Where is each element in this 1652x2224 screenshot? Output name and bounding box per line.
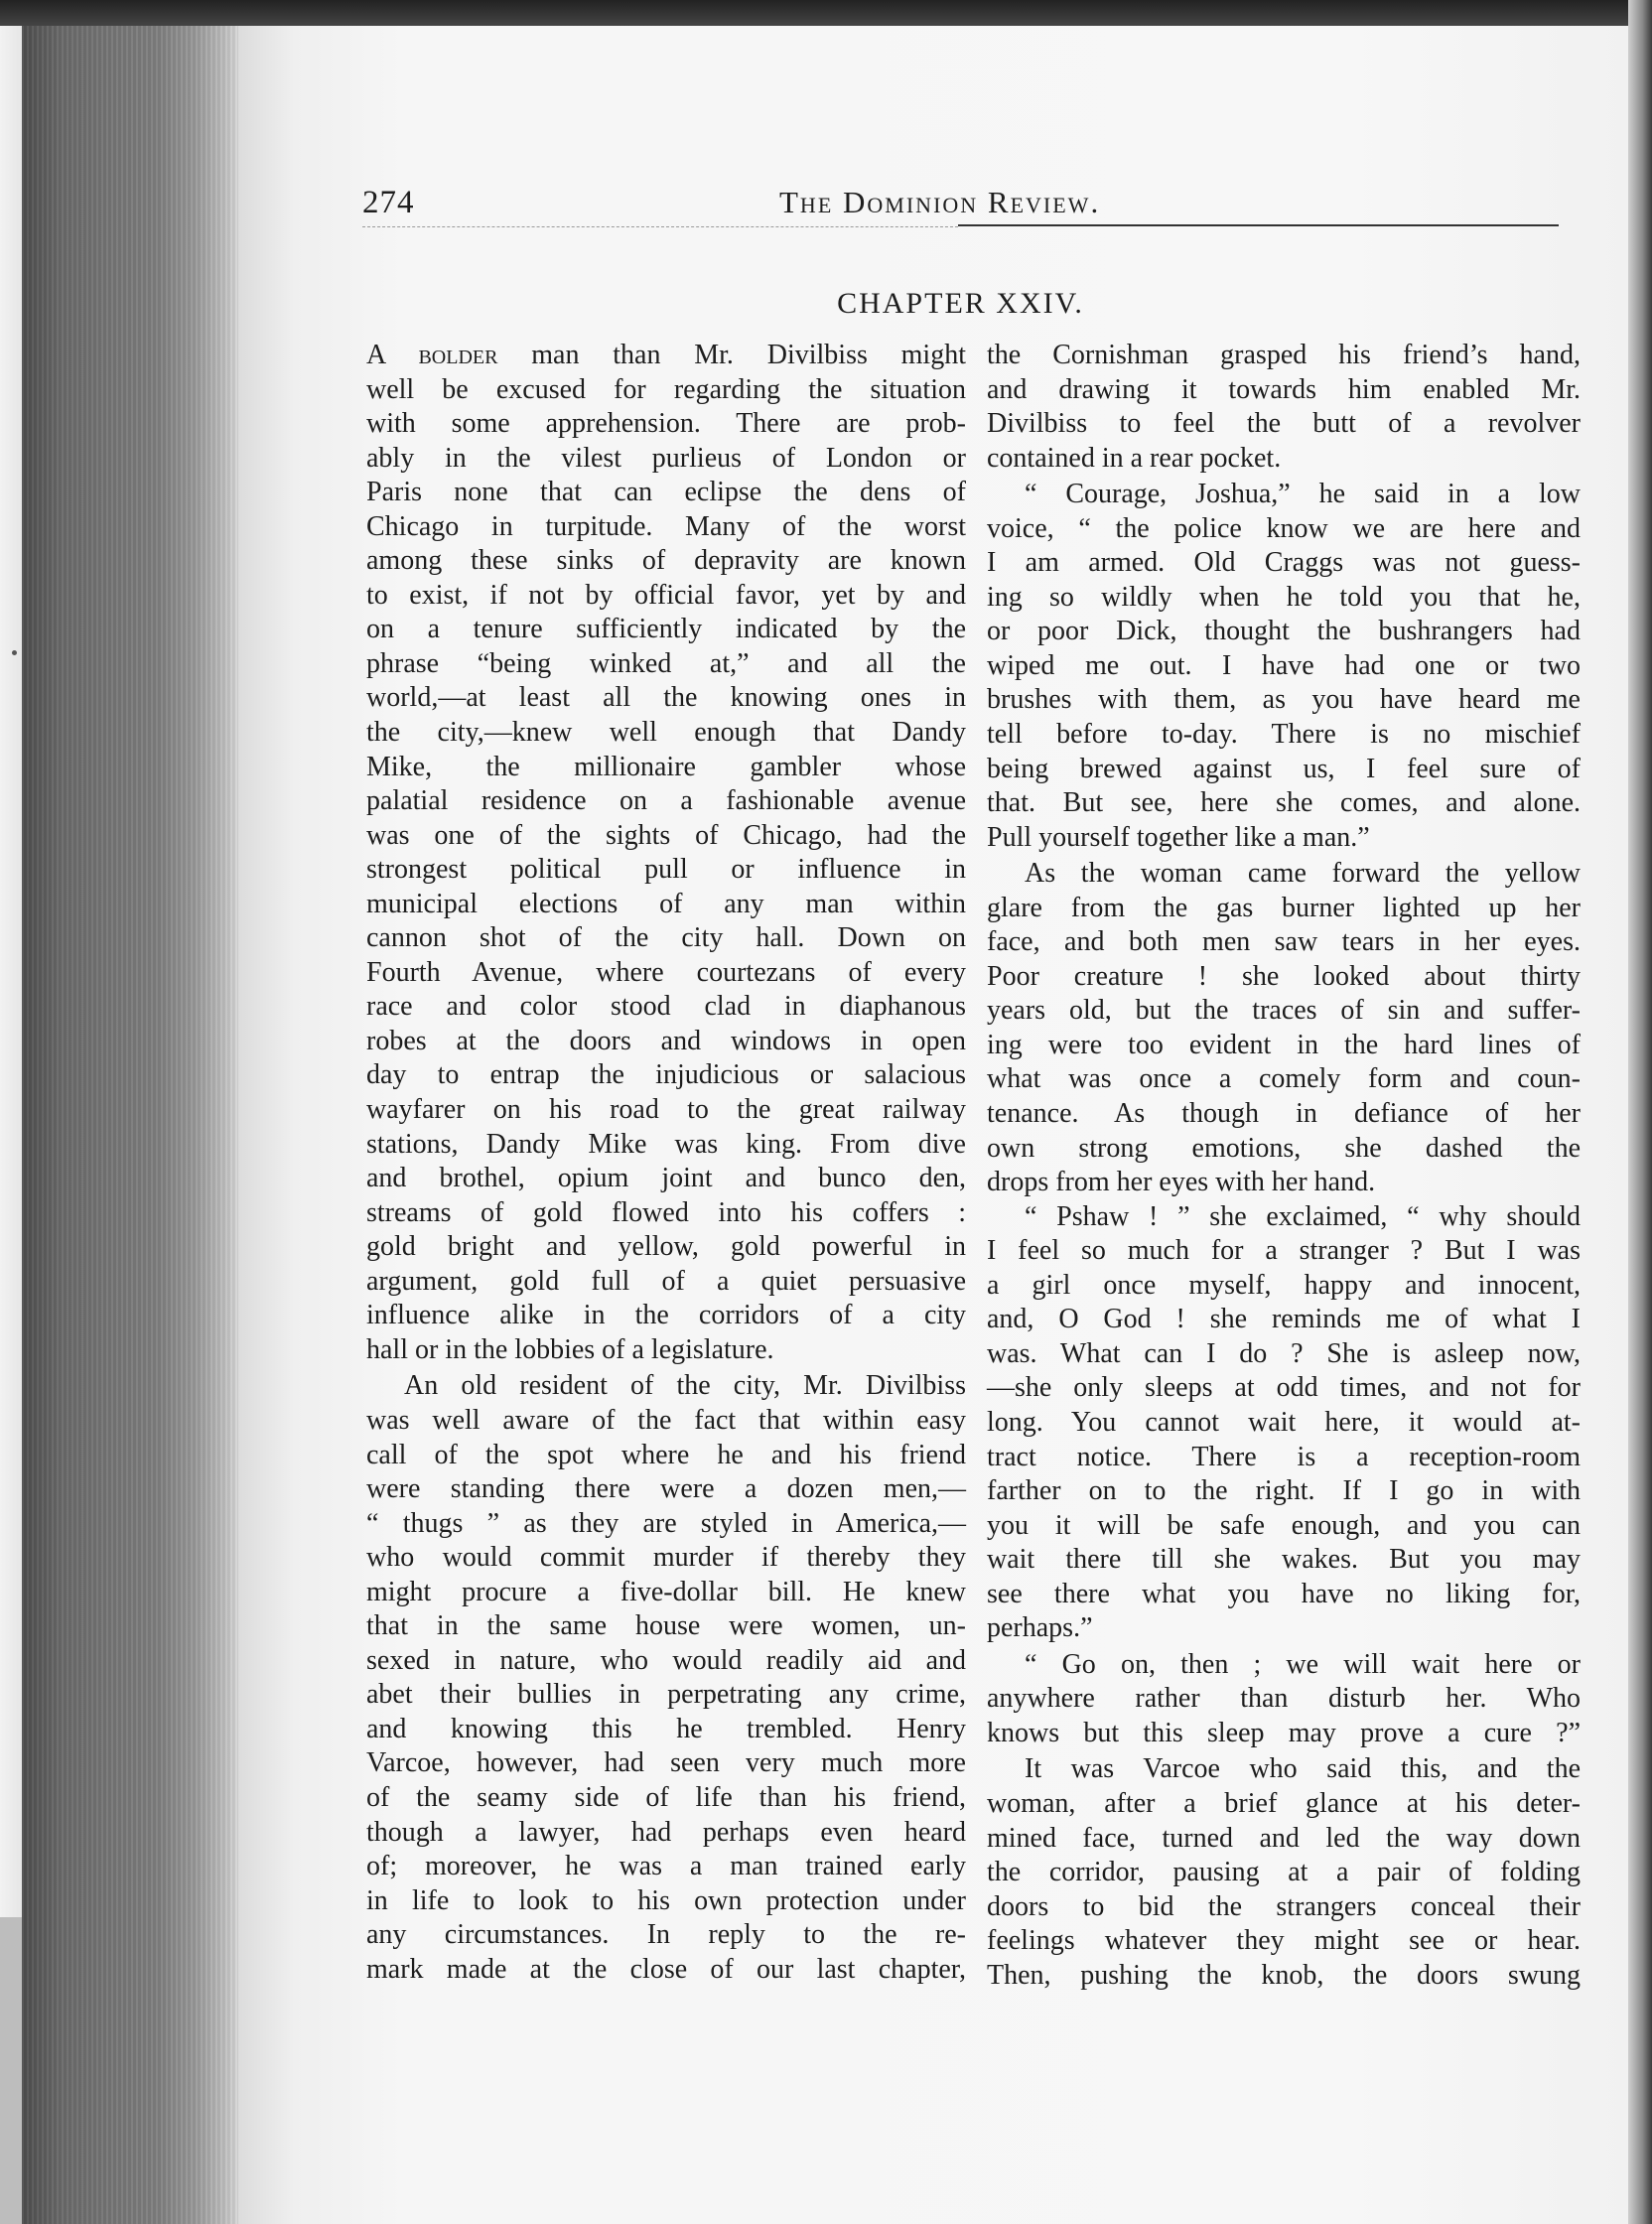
text-line: glare from the gas burner lighted up her [987,892,1581,923]
text-line: “ Courage, Joshua,” he said in a low [1025,479,1581,510]
text-line [366,339,966,373]
text-line: and brothel, opium joint and bunco den, [366,1163,966,1194]
text-line: you it will be safe enough, and you can [987,1509,1581,1541]
text-line: ing were too evident in the hard lines of [987,1029,1581,1060]
text-line: As the woman came forward the yellow [1025,858,1581,890]
left-column [366,339,966,1987]
text-line: influence alike in the corridors of a city [366,1300,966,1331]
chapter-title: CHAPTER XXIV. [837,287,1084,320]
scan-right-edge [1628,0,1652,2224]
text-line: though a lawyer, had perhaps even heard [366,1816,966,1848]
text-line: any circumstances. In reply to the re- [366,1919,966,1951]
right-paragraph-1 [987,339,1581,476]
text-line: ing so wildly when he told you that he, [987,581,1581,613]
text-line: Divilbiss to feel the butt of a revolver [987,408,1581,440]
text-line: gold bright and yellow, gold powerful in [366,1231,966,1263]
text-line: voice, “ the police know we are here and [987,512,1581,544]
right-paragraph-3 [987,857,1581,1199]
text-line: ably in the vilest purlieus of London or [366,442,966,474]
text-line: Fourth Avenue, where courtezans of every [366,956,966,988]
text-line: robes at the doors and windows in open [366,1025,966,1056]
text-line: was one of the sights of Chicago, had the [366,819,966,851]
text-line: among these sinks of depravity are known [366,545,966,577]
text-line: and drawing it towards him enabled Mr. [987,373,1581,405]
text-line: doors to bid the strangers conceal their [987,1890,1581,1922]
page-number: 274 [362,185,415,220]
text-line: It was Varcoe who said this, and the [1025,1753,1581,1785]
text-line: who would commit murder if thereby they [366,1542,966,1574]
text-line: of the seamy side of life than his friend, [366,1781,966,1813]
left-paragraph-2 [366,1369,966,1987]
text-line: Then, pushing the knob, the doors swung [987,1959,1581,1991]
running-title: The Dominion Review. [779,185,1101,219]
text-line: the Cornishman grasped his friend’s hand, [987,340,1581,370]
text-line: feelings whatever they might see or hear. [987,1925,1581,1957]
text-line: see there what you have no liking for, [987,1578,1581,1609]
text-line: Poor creature ! she looked about thirty [987,960,1581,992]
text-line: face, and both men saw tears in her eyes. [987,926,1581,958]
text-line: Varcoe, however, had seen very much more [366,1747,966,1779]
text-line: long. You cannot wait here, it would at- [987,1406,1581,1438]
text-line: world,—at least all the knowing ones in [366,682,966,714]
text-line: municipal elections of any man within [366,888,966,919]
text-line: mined face, turned and led the way down [987,1822,1581,1854]
text-line: sexed in nature, who would readily aid and [366,1644,966,1676]
text-line: of; moreover, he was a man trained early [366,1851,966,1882]
text-line: brushes with them, as you have heard me [987,684,1581,716]
page-header [362,185,1559,228]
text-line: wait there till she wakes. But you may [987,1544,1581,1576]
text-line: and knowing this he trembled. Henry [366,1713,966,1744]
text-line: palatial residence on a fashionable avenue [366,785,966,817]
text-line: hall or in the lobbies of a legislature. [366,1333,774,1365]
text-line: was. What can I do ? She is asleep now, [987,1337,1581,1369]
text-line: own strong emotions, she dashed the [987,1132,1581,1164]
text-line: perhaps.” [987,1612,1093,1644]
text-line: Paris none that can eclipse the dens of [366,477,966,508]
text-line: Mike, the millionaire gambler whose [366,751,966,782]
text-line: years old, but the traces of sin and suffer- [987,995,1581,1027]
first-line-rest: man than Mr. Divilbiss might [497,340,966,370]
text-line: what was once a comely form and coun- [987,1063,1581,1095]
text-line: in life to look to his own protection under [366,1884,966,1916]
right-column [987,339,1581,1993]
right-paragraph-4 [987,1200,1581,1646]
text-line: call of the spot where he and his friend [366,1439,966,1470]
scan-top-edge [0,0,1652,26]
right-paragraph-6 [987,1752,1581,1993]
text-line: tell before to-day. There is no mischief [987,719,1581,751]
text-line: drops from her eyes with her hand. [987,1167,1376,1198]
right-paragraph-5 [987,1648,1581,1751]
text-line: An old resident of the city, Mr. Divilbiss [404,1370,966,1402]
text-line: and, O God ! she reminds me of what I [987,1304,1581,1335]
text-line: or poor Dick, thought the bushrangers had [987,616,1581,647]
text-line: a girl once myself, happy and innocent, [987,1269,1581,1301]
text-line: Pull yourself together like a man.” [987,821,1370,853]
text-line: “ Go on, then ; we will wait here or [1025,1648,1581,1680]
text-line: tenance. As though in defiance of her [987,1098,1581,1130]
text-line: on a tenure sufficiently indicated by the [366,614,966,645]
book-page-edges [22,26,238,2224]
text-line: “ thugs ” as they are styled in America,— [366,1507,966,1539]
text-line: were standing there were a dozen men,— [366,1473,966,1505]
text-line: that in the same house were women, un- [366,1610,966,1642]
text-line: tract notice. There is a reception-room [987,1441,1581,1472]
text-line: with some apprehension. There are prob- [366,408,966,440]
text-line: that. But see, here she comes, and alone. [987,787,1581,819]
right-paragraph-2 [987,478,1581,855]
text-line: the city,—knew well enough that Dandy [366,717,966,749]
text-line: woman, after a brief glance at his deter- [987,1787,1581,1819]
text-line: day to entrap the injudicious or salacious [366,1059,966,1091]
text-line: was well aware of the fact that within easy [366,1404,966,1436]
left-paragraph-1 [366,373,966,1368]
text-line: I feel so much for a stranger ? But I was [987,1235,1581,1267]
text-line: well be excused for regarding the situation [366,373,966,405]
scan-speck [12,650,17,655]
header-rule [958,224,1559,226]
scan-left-margin [0,26,22,2224]
text-line: farther on to the right. If I go in with [987,1475,1581,1507]
text-line: Chicago in turpitude. Many of the worst [366,510,966,542]
text-line: streams of gold flowed into his coffers : [366,1196,966,1228]
header-rule-faint [362,226,958,227]
scan-margin-shadow [0,1917,22,2224]
text-line: abet their bullies in perpetrating any crime, [366,1679,966,1711]
text-line: wiped me out. I have had one or two [987,649,1581,681]
text-line: —she only sleeps at odd times, and not for [987,1372,1581,1404]
text-line: argument, gold full of a quiet persuasive [366,1265,966,1297]
text-line: knows but this sleep may prove a cure ?” [987,1717,1581,1748]
text-line: being brewed against us, I feel sure of [987,753,1581,784]
text-line: to exist, if not by official favor, yet by and [366,579,966,611]
text-line: I am armed. Old Craggs was not guess- [987,547,1581,579]
text-line: mark made at the close of our last chapter, [366,1953,966,1985]
text-line: cannon shot of the city hall. Down on [366,922,966,954]
text-line: strongest political pull or influence in [366,854,966,886]
lead-word: A bolder [366,340,498,370]
text-line: stations, Dandy Mike was king. From dive [366,1128,966,1160]
text-line: “ Pshaw ! ” she exclaimed, “ why should [1025,1200,1581,1232]
text-line: race and color stood clad in diaphanous [366,991,966,1023]
text-line: contained in a rear pocket. [987,442,1282,474]
text-line: might procure a five-dollar bill. He knew [366,1576,966,1607]
text-line: wayfarer on his road to the great railway [366,1094,966,1126]
text-line: the corridor, pausing at a pair of folding [987,1857,1581,1888]
text-line: anywhere rather than disturb her. Who [987,1683,1581,1715]
text-line: phrase “being winked at,” and all the [366,647,966,679]
